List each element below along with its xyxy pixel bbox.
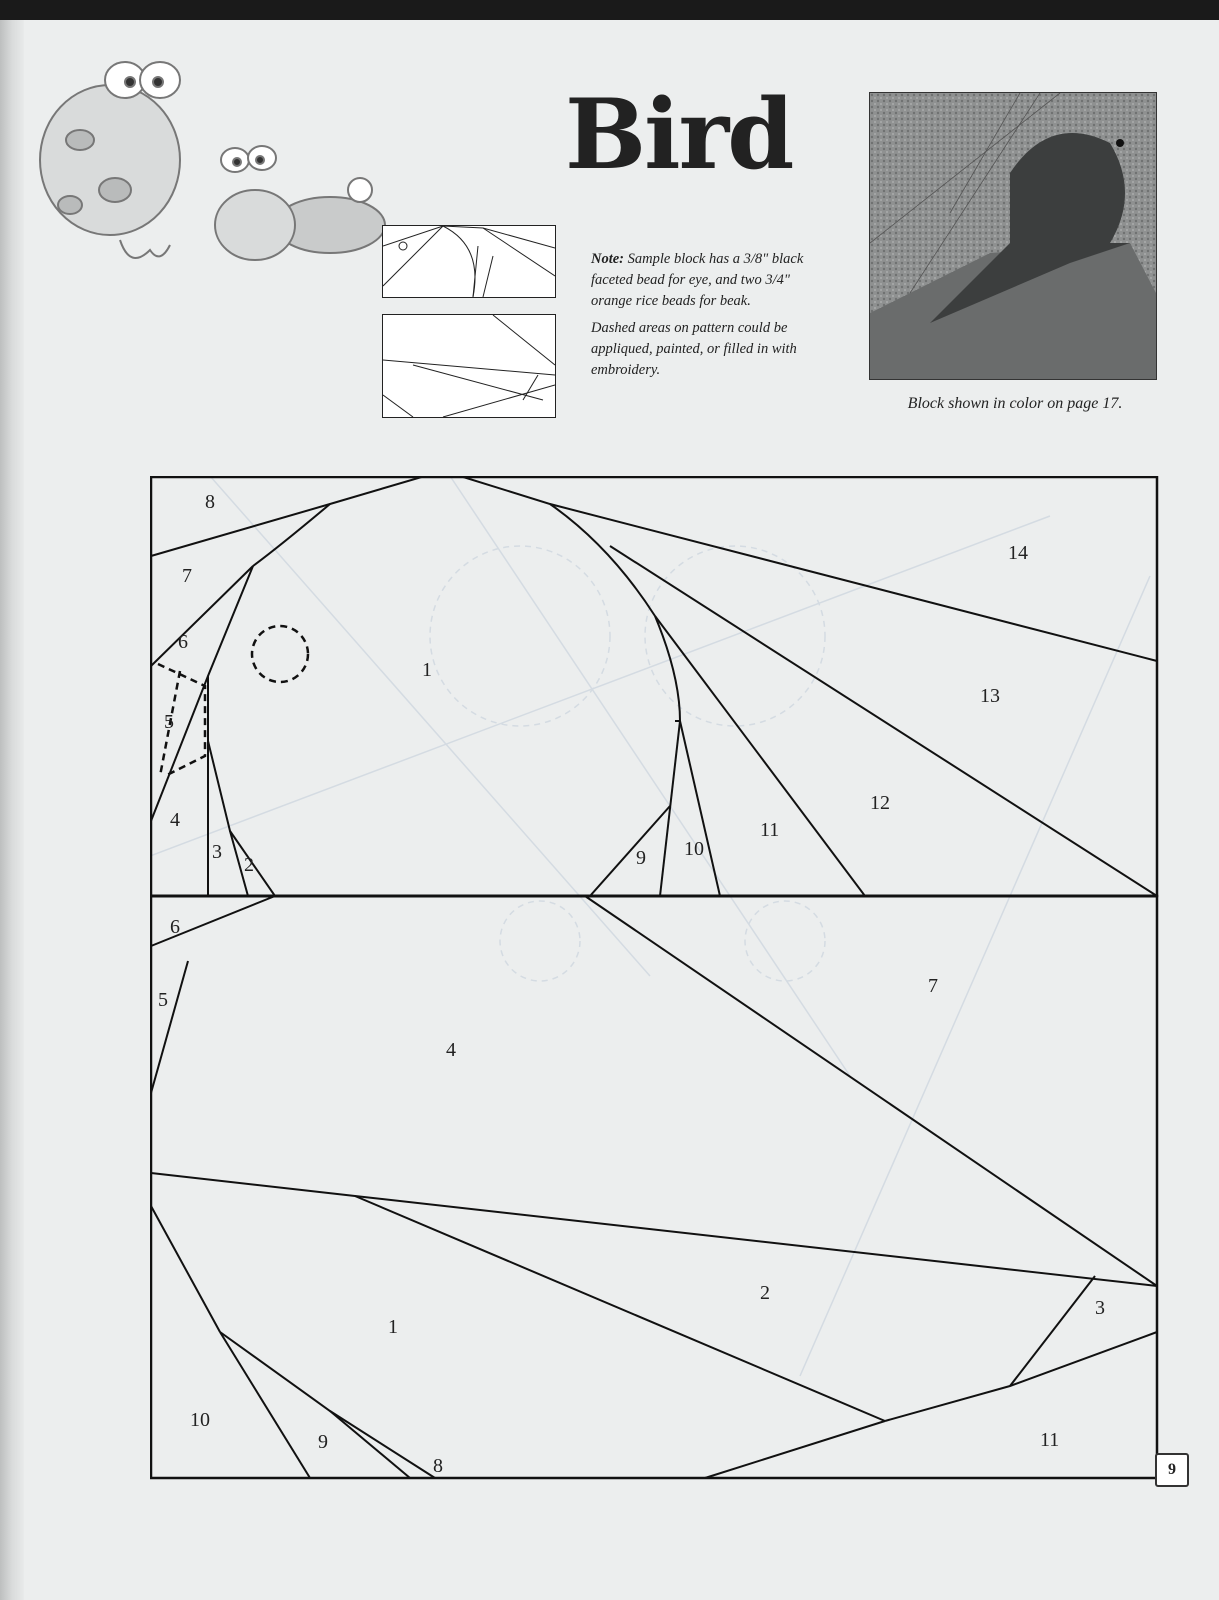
mini-diagram-bottom <box>382 314 556 418</box>
top-label-4: 4 <box>170 809 180 831</box>
top-label-7: 7 <box>182 565 192 587</box>
bottom-label-4: 4 <box>446 1039 456 1061</box>
top-label-9: 9 <box>636 847 646 869</box>
pattern-top-section <box>151 477 1157 896</box>
bird-pattern <box>150 476 1160 1481</box>
sample-block-photo <box>869 92 1157 380</box>
top-label-8: 8 <box>205 491 215 513</box>
photo-caption: Block shown in color on page 17. <box>907 395 1123 412</box>
top-label-6: 6 <box>178 631 188 653</box>
page-binding-edge <box>0 20 24 1600</box>
note-text-dashed-areas: Dashed areas on pattern could be appliqued, painted, or filled in with embroidery. <box>591 320 797 378</box>
bottom-label-3: 3 <box>1095 1297 1105 1319</box>
bottom-label-11: 11 <box>1040 1429 1060 1451</box>
bottom-section-lines <box>151 896 1157 1478</box>
frog-illustration <box>30 40 390 280</box>
top-label-5: 5 <box>164 711 174 733</box>
top-label-12: 12 <box>870 792 890 814</box>
top-label-11: 11 <box>760 819 780 841</box>
page-number: 9 <box>1155 1453 1189 1487</box>
note-text-beads: Sample block has a 3/8" black faceted bead for eye, and two 3/4" orange rice beads for beak. <box>591 251 804 309</box>
top-section-lines <box>151 476 1157 896</box>
mini-diagram-top <box>382 225 556 298</box>
top-label-3: 3 <box>212 841 222 863</box>
bottom-label-6: 6 <box>170 916 180 938</box>
top-label-1: 1 <box>422 659 432 681</box>
bottom-label-5: 5 <box>158 989 168 1011</box>
note-block <box>591 249 816 387</box>
bottom-label-9: 9 <box>318 1431 328 1453</box>
top-label-10: 10 <box>684 838 704 860</box>
frog-on-lilypad-icon <box>215 146 385 260</box>
bottom-label-1: 1 <box>388 1316 398 1338</box>
top-label-14: 14 <box>1008 542 1028 564</box>
bottom-label-8: 8 <box>433 1455 443 1477</box>
bottom-label-2: 2 <box>760 1282 770 1304</box>
top-label-13: 13 <box>980 685 1000 707</box>
show-through-lines <box>150 476 1150 1376</box>
bottom-label-7: 7 <box>928 975 938 997</box>
frog-icon <box>40 62 180 258</box>
page-title: Bird <box>565 78 793 191</box>
note-label: Note: <box>591 251 625 267</box>
top-label-2: 2 <box>244 854 254 876</box>
bottom-label-10: 10 <box>190 1409 210 1431</box>
